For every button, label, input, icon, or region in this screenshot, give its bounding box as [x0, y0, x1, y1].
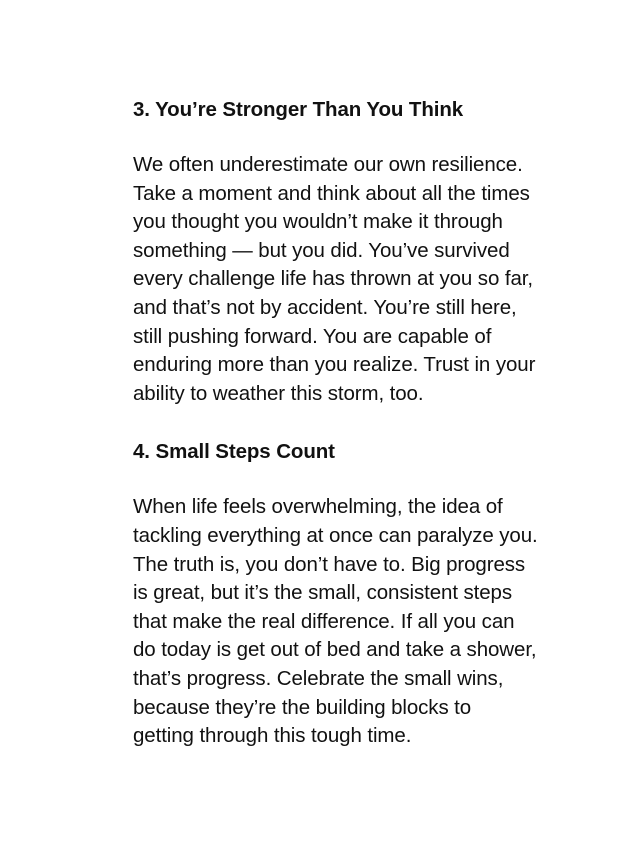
paragraph-line: ability to weather this storm, too.	[133, 381, 424, 405]
paragraph-line: We often underestimate our own resilience.	[133, 153, 523, 176]
paragraph-line: is great, but it’s the small, consistent steps	[133, 581, 513, 605]
document-page	[133, 96, 573, 751]
paragraph-line: getting through this tough time.	[133, 724, 412, 748]
paragraph-line: do today is get out of bed and take a shower,	[133, 638, 537, 662]
section-small-steps-count	[133, 438, 573, 750]
paragraph-line: enduring more than you realize. Trust in your	[133, 353, 536, 377]
section-paragraph	[133, 151, 573, 408]
paragraph-line: tackling everything at once can paralyze you.	[133, 523, 538, 547]
section-heading: 3. You’re Stronger Than You Think	[133, 98, 464, 121]
paragraph-line: and that’s not by accident. You’re still here,	[133, 295, 517, 319]
section-heading: 4. Small Steps Count	[133, 440, 335, 464]
section-paragraph	[133, 493, 573, 750]
section-stronger-than-you-think	[133, 96, 573, 438]
paragraph-line: still pushing forward. You are capable of	[133, 324, 492, 348]
paragraph-line: that’s progress. Celebrate the small wins,	[133, 666, 504, 690]
paragraph-line: that make the real difference. If all you can	[133, 609, 515, 633]
paragraph-line: The truth is, you don’t have to. Big progress	[133, 552, 526, 576]
paragraph-line: something — but you did. You’ve survived	[133, 238, 510, 262]
paragraph-line: When life feels overwhelming, the idea of	[133, 495, 503, 519]
paragraph-line: Take a moment and think about all the times	[133, 181, 530, 205]
paragraph-line: you thought you wouldn’t make it through	[133, 210, 503, 234]
paragraph-line: every challenge life has thrown at you so far,	[133, 267, 533, 291]
paragraph-line: because they’re the building blocks to	[133, 695, 472, 719]
